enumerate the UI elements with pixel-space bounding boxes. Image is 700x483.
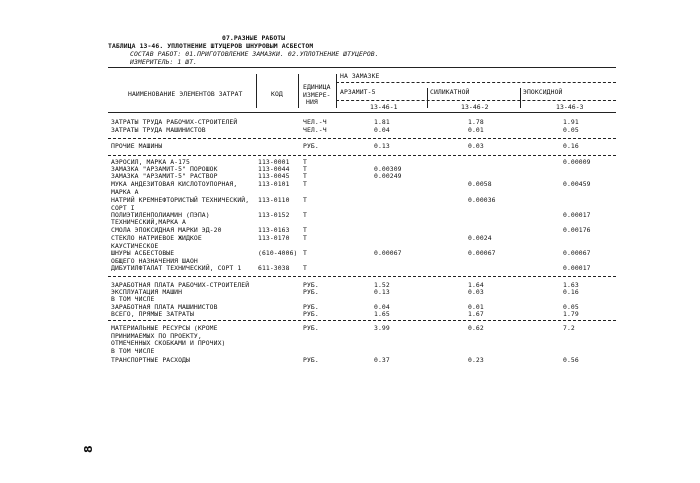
row-value-2: 0.0024: [468, 234, 492, 242]
table-title: ТАБЛИЦА 13-46. УПЛОТНЕНИЕ ШТУЦЕРОВ ШНУРОВЫМ АСБЕСТОМ: [108, 42, 314, 50]
row-name: НАТРИЙ КРЕМНЕФТОРИСТЫЙ ТЕХНИЧЕСКИЙ,: [111, 196, 250, 204]
col-code1-header: 13-46-1: [370, 103, 398, 111]
row-name: ТРАНСПОРТНЫЕ РАСХОДЫ: [111, 356, 190, 364]
row-name: ЗАМАЗКА "АРЗАМИТ-5" ПОРОШОК: [111, 165, 218, 173]
row-unit: Т: [303, 180, 307, 188]
row-value-1: 0.37: [374, 356, 390, 364]
col-sep-5: [520, 88, 521, 108]
col-code-header: КОД: [271, 90, 283, 98]
header-bottom-rule: [108, 112, 616, 113]
row-name: ПРОЧИЕ МАШИНЫ: [111, 142, 163, 150]
col-code2-header: 13-46-2: [461, 103, 489, 111]
row-value-2: 0.01: [468, 303, 484, 311]
row-name: КАУСТИЧЕСКОЕ: [111, 242, 159, 250]
row-value-2: 0.23: [468, 356, 484, 364]
row-unit: РУБ.: [303, 142, 319, 150]
row-unit: РУБ.: [303, 281, 319, 289]
row-value-3: 0.00176: [563, 226, 591, 234]
row-value-3: 1.63: [563, 281, 579, 289]
col-sep-2: [298, 74, 299, 108]
row-name: МУКА АНДЕЗИТОВАЯ КИСЛОТОУПОРНАЯ,: [111, 180, 238, 188]
row-unit: ЧЕЛ.-Ч: [303, 118, 327, 126]
section-rule-1: [108, 138, 616, 139]
row-name: ДИБУТИЛФТАЛАТ ТЕХНИЧЕСКИЙ, СОРТ 1: [111, 264, 242, 272]
row-code: 113-0045: [258, 172, 290, 180]
row-unit: РУБ.: [303, 310, 319, 318]
row-value-2: 0.62: [468, 324, 484, 332]
row-name: ПОЛИЭТИЛЕНПОЛИАМИН (ПЭПА): [111, 211, 210, 219]
row-value-1: 1.52: [374, 281, 390, 289]
col-sep-4: [427, 88, 428, 108]
row-value-2: 1.64: [468, 281, 484, 289]
row-name: В ТОМ ЧИСЛЕ: [111, 295, 155, 303]
col-sep-3: [336, 74, 337, 108]
table-top-rule: [108, 67, 616, 68]
row-value-1: 0.00309: [374, 165, 402, 173]
row-name: СТЕКЛО НАТРИЕВОЕ ЖИДКОЕ: [111, 234, 202, 242]
row-value-3: 0.05: [563, 126, 579, 134]
row-name: ВСЕГО, ПРЯМЫЕ ЗАТРАТЫ: [111, 310, 194, 318]
row-value-3: 1.91: [563, 118, 579, 126]
col-sub3-header: ЭПОКСИДНОЙ: [523, 88, 563, 96]
row-name: ЗАМАЗКА "АРЗАМИТ-5" РАСТВОР: [111, 172, 218, 180]
col-unit-header-1: ЕДИНИЦА: [303, 83, 331, 91]
row-unit: Т: [303, 211, 307, 219]
section-title: 07.РАЗНЫЕ РАБОТЫ: [222, 34, 286, 42]
row-value-2: 0.00036: [468, 196, 496, 204]
row-value-3: 0.00067: [563, 249, 591, 257]
row-value-2: 0.0058: [468, 180, 492, 188]
row-value-3: 0.16: [563, 142, 579, 150]
row-name: ЗАТРАТЫ ТРУДА МАШИНИСТОВ: [111, 126, 206, 134]
row-unit: Т: [303, 196, 307, 204]
col-group-header: НА ЗАМАЗКЕ: [340, 72, 380, 80]
section-rule-2: [108, 155, 616, 156]
group-rule: [336, 82, 616, 83]
col-sub2-header: СИЛИКАТНОЙ: [430, 88, 470, 96]
row-value-3: 1.79: [563, 310, 579, 318]
row-name: ОТМЕЧЕННЫХ СКОБКАМИ И ПРОЧИХ): [111, 339, 226, 347]
row-value-1: 0.04: [374, 126, 390, 134]
row-code: 611-3038: [258, 264, 290, 272]
row-value-1: 1.65: [374, 310, 390, 318]
row-unit: Т: [303, 249, 307, 257]
row-code: 113-0170: [258, 234, 290, 242]
row-value-2: 0.03: [468, 142, 484, 150]
row-name: ОБЩЕГО НАЗНАЧЕНИЯ ШАОН: [111, 257, 198, 265]
row-value-1: 0.13: [374, 142, 390, 150]
row-name: ЭКСПЛУАТАЦИЯ МАШИН: [111, 288, 183, 296]
row-unit: ЧЕЛ.-Ч: [303, 126, 327, 134]
row-value-3: 0.00459: [563, 180, 591, 188]
subgroup-rule: [336, 100, 616, 101]
col-unit-header-3: НИЯ: [306, 98, 318, 106]
row-unit: Т: [303, 234, 307, 242]
row-value-3: 0.05: [563, 303, 579, 311]
work-composition: СОСТАВ РАБОТ: 01.ПРИГОТОВЛЕНИЕ ЗАМАЗКИ. 02.УПЛОТНЕНИЕ ШТУЦЕРОВ.: [130, 50, 379, 58]
row-value-3: 0.00017: [563, 264, 591, 272]
row-value-1: 1.81: [374, 118, 390, 126]
row-code: 113-0101: [258, 180, 290, 188]
row-value-2: 0.01: [468, 126, 484, 134]
row-name: СМОЛА ЭПОКСИДНАЯ МАРКИ ЭД-20: [111, 226, 222, 234]
row-value-1: 3.99: [374, 324, 390, 332]
row-name: ЗАРАБОТНАЯ ПЛАТА РАБОЧИХ-СТРОИТЕЛЕЙ: [111, 281, 250, 289]
row-unit: Т: [303, 172, 307, 180]
row-unit: РУБ.: [303, 288, 319, 296]
row-value-2: 0.03: [468, 288, 484, 296]
row-value-3: 0.56: [563, 356, 579, 364]
row-name: ШНУРЫ АСБЕСТОВЫЕ: [111, 249, 175, 257]
row-value-3: 0.00017: [563, 211, 591, 219]
col-sep-1: [256, 74, 257, 108]
row-code: 113-0001: [258, 158, 290, 166]
row-unit: Т: [303, 264, 307, 272]
row-value-2: 1.78: [468, 118, 484, 126]
row-name: АЭРОСИЛ, МАРКА А-175: [111, 158, 190, 166]
row-unit: Т: [303, 165, 307, 173]
row-value-1: 0.00249: [374, 172, 402, 180]
row-value-3: 0.16: [563, 288, 579, 296]
col-sub1-header: АРЗАМИТ-5: [340, 88, 376, 96]
row-unit: РУБ.: [303, 303, 319, 311]
row-value-1: 0.00067: [374, 249, 402, 257]
row-name: ЗАРАБОТНАЯ ПЛАТА МАШИНИСТОВ: [111, 303, 218, 311]
row-name: ПРИНИМАЕМЫХ ПО ПРОЕКТУ,: [111, 332, 202, 340]
row-unit: Т: [303, 226, 307, 234]
section-rule-4: [108, 320, 616, 321]
row-name: МАРКА А: [111, 188, 139, 196]
row-name: В ТОМ ЧИСЛЕ: [111, 347, 155, 355]
row-name: ТЕХНИЧЕСКИЙ,МАРКА А: [111, 218, 187, 226]
row-code: 113-0044: [258, 165, 290, 173]
row-unit: РУБ.: [303, 324, 319, 332]
col-name-header: НАИМЕНОВАНИЕ ЭЛЕМЕНТОВ ЗАТРАТ: [128, 90, 243, 98]
row-code: 113-0110: [258, 196, 290, 204]
row-code: 113-0152: [258, 211, 290, 219]
meter: ИЗМЕРИТЕЛЬ: 1 ШТ.: [130, 58, 198, 66]
row-value-3: 0.00009: [563, 158, 591, 166]
row-unit: Т: [303, 158, 307, 166]
row-value-3: 7.2: [563, 324, 575, 332]
row-value-1: 0.13: [374, 288, 390, 296]
row-code: 113-0163: [258, 226, 290, 234]
row-value-2: 0.00067: [468, 249, 496, 257]
row-value-2: 1.67: [468, 310, 484, 318]
col-code3-header: 13-46-3: [556, 103, 584, 111]
page-number: 8: [82, 445, 95, 453]
row-unit: РУБ.: [303, 356, 319, 364]
row-name: ЗАТРАТЫ ТРУДА РАБОЧИХ-СТРОИТЕЛЕЙ: [111, 118, 238, 126]
col-unit-header-2: ИЗМЕРЕ-: [303, 91, 331, 99]
row-value-1: 0.04: [374, 303, 390, 311]
row-name: СОРТ I: [111, 204, 135, 212]
row-code: (610-4006): [258, 249, 298, 257]
section-rule-3: [108, 276, 616, 277]
row-name: МАТЕРИАЛЬНЫЕ РЕСУРСЫ (КРОМЕ: [111, 324, 218, 332]
